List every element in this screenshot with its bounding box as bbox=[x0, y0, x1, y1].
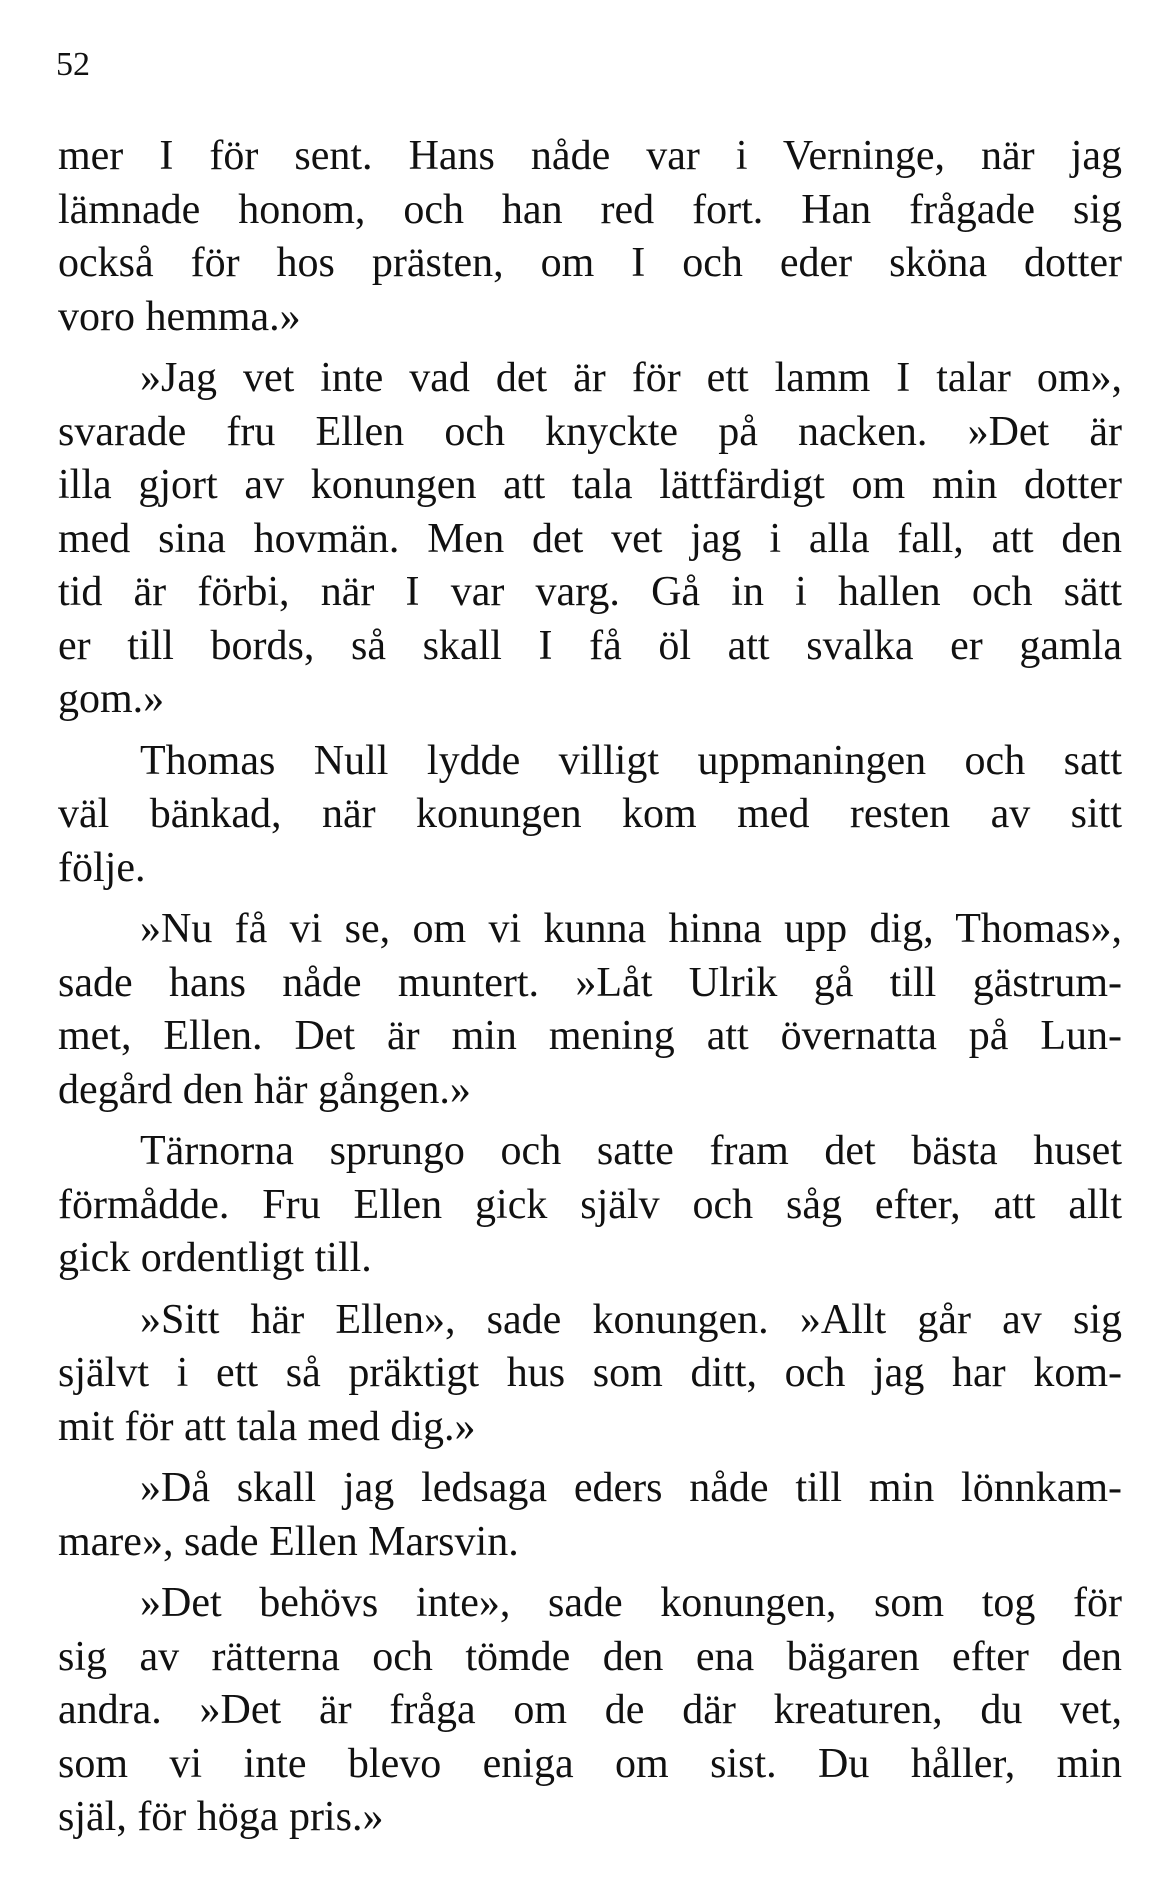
text-line: voro hemma.» bbox=[58, 293, 301, 340]
text-line: förmådde. Fru Ellen gick själv och såg efter, att allt bbox=[58, 1181, 1122, 1228]
text-line: också för hos prästen, om I och eder sköna dotter bbox=[58, 240, 1122, 286]
text-line: med sina hovmän. Men det vet jag i alla fall, att den bbox=[58, 515, 1122, 562]
paragraph bbox=[58, 1462, 1122, 1569]
paragraph bbox=[58, 903, 1122, 1117]
text-line: själ, för höga pris.» bbox=[58, 1794, 384, 1840]
paragraph bbox=[58, 130, 1122, 344]
paragraph bbox=[58, 1125, 1122, 1286]
text-line: »Jag vet inte vad det är för ett lamm I talar om», bbox=[140, 355, 1122, 401]
text-line: gick ordentligt till. bbox=[58, 1235, 372, 1281]
text-line: Tärnorna sprungo och satte fram det bästa huset bbox=[140, 1128, 1122, 1174]
text-line: er till bords, så skall I få öl att svalka er gamla bbox=[58, 622, 1122, 669]
paragraph bbox=[58, 1294, 1122, 1455]
page-number: 52 bbox=[56, 46, 90, 83]
paragraph bbox=[58, 735, 1122, 896]
paragraph bbox=[58, 1577, 1122, 1845]
text-line: tid är förbi, när I var varg. Gå in i hallen och sätt bbox=[58, 569, 1122, 615]
text-line: självt i ett så präktigt hus som ditt, och jag har kom- bbox=[58, 1350, 1122, 1396]
text-line: illa gjort av konungen att tala lättfärdigt om min dotter bbox=[58, 462, 1122, 508]
text-line: sade hans nåde muntert. »Låt Ulrik gå till gästrum- bbox=[58, 959, 1122, 1006]
text-line: degård den här gången.» bbox=[58, 1066, 471, 1113]
text-line: Thomas Null lydde villigt uppmaningen och satt bbox=[140, 737, 1122, 784]
text-line: »Det behövs inte», sade konungen, som tog för bbox=[140, 1580, 1122, 1626]
text-line: met, Ellen. Det är min mening att övernatta på Lun- bbox=[58, 1013, 1122, 1059]
text-line: följe. bbox=[58, 844, 146, 891]
text-line: som vi inte blevo eniga om sist. Du håller, min bbox=[58, 1740, 1122, 1787]
text-line: sig av rätterna och tömde den ena bägaren efter den bbox=[58, 1633, 1122, 1680]
text-line: andra. »Det är fråga om de där kreaturen, du vet, bbox=[58, 1687, 1122, 1733]
text-line: väl bänkad, när konungen kom med resten av sitt bbox=[58, 791, 1122, 837]
text-line: lämnade honom, och han red fort. Han frågade sig bbox=[58, 186, 1122, 233]
text-line: svarade fru Ellen och knyckte på nacken. »Det är bbox=[58, 408, 1122, 455]
body-text bbox=[58, 130, 1122, 1853]
text-line: gom.» bbox=[58, 676, 165, 722]
text-line: mer I för sent. Hans nåde var i Verninge, när jag bbox=[58, 133, 1122, 179]
text-line: mare», sade Ellen Marsvin. bbox=[58, 1518, 519, 1565]
text-line: »Sitt här Ellen», sade konungen. »Allt går av sig bbox=[140, 1296, 1122, 1343]
text-line: mit för att tala med dig.» bbox=[58, 1403, 476, 1450]
paragraph bbox=[58, 352, 1122, 727]
text-line: »Då skall jag ledsaga eders nåde till min lönnkam- bbox=[140, 1465, 1122, 1511]
text-line: »Nu få vi se, om vi kunna hinna upp dig, Thomas», bbox=[140, 906, 1122, 952]
